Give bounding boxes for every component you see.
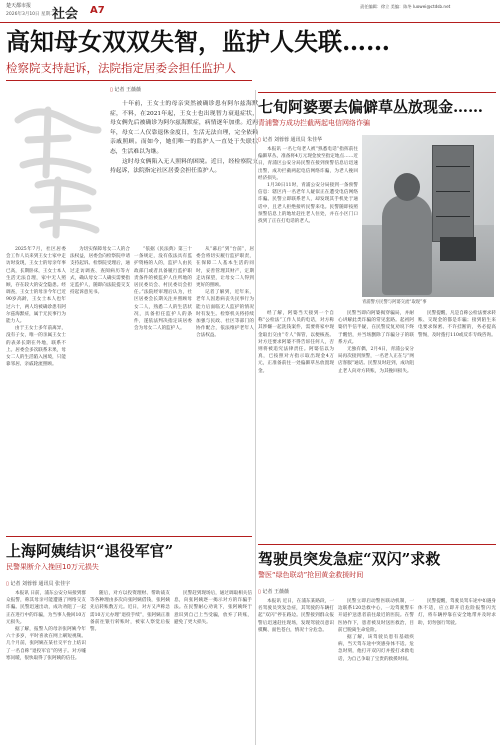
body-paragraph: 无独有偶，2月4日，青浦公安分局再次接到预警，一名老人正在与“网店客服”通话。民警及时赶到，成功阻止老人向对方转账，为其挽回损失。: [338, 347, 414, 374]
body-paragraph: 民警提醒，凡是自称公检法要求转账、交现金的都是诈骗；接到陌生来电要求保密、不许挂断的，务必提高警惕，及时拨打110或反诈专线咨询。: [418, 311, 496, 338]
column-divider: [255, 90, 256, 745]
lead-paragraph: 这时母女俩陷入无人照料的困境。近日，经检察院支持起诉，法院指定社区居委会担任监护人。: [110, 158, 258, 175]
photo-screen: [440, 237, 476, 261]
divider: [258, 92, 496, 93]
story2-photo-caption: 青浦警方民警与阿婆交流“取现”事: [362, 300, 427, 305]
calligraphy-icon: [8, 100, 108, 240]
byline-label: 记者: [262, 589, 273, 595]
body-paragraph: 1月30日11时，青浦公安分局接到一条预警信息：辖区内一名老年人疑似正在遭受电信网络诈骗。民警立即联系老人，却发现其手机处于通话中，且老人拒绝接听民警来电。民警随即按照预警信息上的地址赶往老人住处，并在小区门口找到了正在打电话的老人。: [258, 183, 358, 225]
byline-label: 记者: [262, 137, 273, 143]
story1-body-col1: [6, 246, 66, 536]
story1-body-col2: [70, 246, 130, 536]
story1-byline: [110, 86, 141, 93]
body-paragraph: 本报讯 日前，浦东公安分局接到群众报警，称其母亲可能遭遇了网络交友诈骗。民警迅速出动，成功劝阻了一起正在进行中的诈骗，为当事人挽回10万元损失。: [6, 591, 86, 625]
byline-icon: ▯: [6, 581, 9, 587]
shelf-line: [436, 166, 470, 167]
body-paragraph: 由于王女士多年前离异，没有子女，唯一的亲属王女士的表弟长期在外地，联系不上。居委会多次联系未果，母女二人的生活陷入困境，只能靠邻居、亲戚轮流照顾。: [6, 326, 66, 368]
editor-credits: 责任编辑：徐立 美编：陈冬 luowei@ctdsb.net: [360, 4, 451, 9]
story2-body-col1b: [258, 310, 334, 540]
story3-byline: [6, 580, 70, 587]
body-paragraph: 民警提醒，驾驶员驾车途中如遇身体不适，应立即开启危险报警闪光灯，将车辆停靠在安全地带并及时求助，切勿强行驾驶。: [418, 599, 496, 626]
shelf-line: [436, 216, 470, 217]
section-number: A7: [90, 5, 105, 16]
divider: [258, 544, 496, 545]
story1-lead: [110, 100, 258, 177]
divider: [6, 80, 252, 81]
byline-icon: ▯: [110, 87, 113, 93]
body-paragraph: 本报讯 近日，在浦东某路段，一名驾驶员突发急症，其驾驶的车辆打起“双闪”停在路边。民警接到群众报警后迅速赶往现场，发现驾驶员意识模糊、面色苍白，情况十分危急。: [258, 599, 334, 633]
story4-headline: 驾驶员突发急症“双闪”求救: [258, 550, 441, 568]
story3-headline: 上海阿姨结识“退役军官”: [6, 542, 174, 560]
story2-headline: 七旬阿婆要去偏僻草丛放现金……: [258, 98, 484, 116]
paper-name: 楚天都市报: [6, 3, 32, 9]
body-paragraph: 据了解，报警人的母亲张阿姨今年六十多岁，平时喜欢在网上刷短视频。几个月前，张阿姨在某社交平台上结识了一名自称“退役军官”的男子。对方嘘寒问暖，很快取得了张阿姨的信任。: [6, 627, 86, 661]
story4-body-col2: [338, 598, 414, 748]
story1-subhead: 检察院支持起诉，法院指定居委会担任监护人: [6, 61, 236, 75]
story1-headline: 高知母女双双失智，监护人失联……: [6, 27, 390, 56]
byline-author: 王薇薇: [273, 589, 289, 595]
body-paragraph: 据了解，该驾驶员患有基础疾病，当天驾车途中突感身体不适。危急时刻，他打开双闪灯并拨打求救电话，为自己争取了宝贵的救援时间。: [338, 635, 414, 662]
section-name: 社会: [52, 7, 79, 22]
byline-icon: ▯: [258, 137, 261, 143]
story2-byline: [258, 136, 322, 143]
photo-shelf: [432, 145, 474, 242]
story3-body-col2: [90, 590, 170, 748]
byline-author: 刘蓉蓉 通讯员 张佳宇: [21, 581, 71, 587]
masthead: [0, 0, 500, 23]
decorative-calligraphy: [8, 100, 108, 240]
story2-body-col2: [338, 310, 414, 540]
story3-body-col3: [174, 590, 252, 748]
byline-label: 记者: [10, 581, 21, 587]
body-paragraph: 记者了解到，近年来，老年人因患病丧失民事行为能力后面临无人监护的情况时有发生。检察机关将持续加强与民政、社区等部门的协作配合，依法维护老年人合法权益。: [196, 290, 254, 339]
story2-photo: [362, 135, 494, 297]
story2-body-col3: [418, 310, 496, 540]
byline-icon: ▯: [258, 589, 261, 595]
body-paragraph: 从“幕后”到“台前”，居委会将切实履行监护职责，在保障二人基本生活的同时，妥善管理其财产，定期走访探望，让母女二人得到更好的照顾。: [196, 247, 254, 289]
body-paragraph: 民警当即向阿婆揭穿骗局，并耐心讲解此类诈骗的常见套路。起初阿婆仍半信半疑，在民警反复劝说下终于醒悟，并当场删除了诈骗分子的联系方式。: [338, 311, 414, 345]
body-paragraph: 随后，对方以投资理财、帮助战友等各种理由多次向张阿姨借钱，张阿姨先后转账数万元。近日，对方又声称急需10万元办理“退役手续”，张阿姨正准备前往银行转账时，被家人察觉后报警。: [90, 591, 170, 633]
shelf-line: [436, 191, 470, 192]
story4-body-col1: [258, 598, 334, 748]
story3-body-col1: [6, 590, 86, 748]
byline-author: 刘蓉蓉 通讯员 朱佳华: [273, 137, 323, 143]
body-paragraph: 为切实保障母女二人的合法权益，居委会向检察院申请支持起诉。检察院受理后，通过走访调查、查阅病历等方式，确认母女二人确实需要指定监护人，随即向法院提交支持起诉意见书。: [70, 247, 130, 296]
story2-body-col1a: [258, 146, 358, 306]
byline-label: 记者: [114, 87, 125, 93]
story1-body-col4: [196, 246, 254, 536]
body-paragraph: 民警立即启动警医联动机制，一边联系120急救中心，一边驾驶警车开道护送患者前往最近的医院。在警医协作下，患者被及时送医救治，目前已脱离生命危险。: [338, 599, 414, 633]
photo-person: [382, 195, 432, 295]
byline-author: 王薇薇: [125, 87, 141, 93]
story3-subhead: 民警果断介入挽回10万元损失: [6, 563, 99, 571]
photo-person-head: [394, 173, 420, 201]
story4-subhead: 警医“绿色联动”抢回黄金救援时间: [258, 571, 364, 579]
divider: [6, 536, 252, 537]
lead-paragraph: 十年前，王女士的母亲突然被确诊患有阿尔兹海默症，不料，在2021年起，王女士也出现智力衰退症状，母女俩先后被确诊为阿尔兹海默症，病情逐年加重。近两年，母女二人仅靠退休金度日，生活无法自理，完全依赖亲戚照顾。而如今，她们唯一的监护人一直处于失联状态，生活难以为继。: [110, 101, 258, 155]
body-paragraph: 民警赶到现场后，通过调取相关信息，向张阿姨逐一揭示对方的诈骗手法。在民警耐心劝说下，张阿姨终于意识到自己上当受骗，放弃了转账，避免了更大损失。: [174, 591, 252, 625]
body-paragraph: 经了解，阿婆当天接到一个自称“公检法”工作人员的电话，对方称其涉嫌一起洗钱案件，需要将家中现金取出交由“专人”保管，以便核查。对方还要求阿婆不得告诉任何人，否则将被追究法律责任。阿婆信以为真，已按照对方指示取出现金4万元，正准备前往一处偏僻草丛放置现金。: [258, 311, 334, 374]
story4-byline: [258, 588, 289, 595]
story1-body-col3: [134, 246, 192, 536]
body-paragraph: “依据《民法典》第三十一条规定，没有依法具有监护资格的人的，监护人由民政部门或者具备履行监护职责条件的被监护人住所地的居民委员会、村民委员会担任。”法院经审理后认为，社区居委会长期关注并照顾母女二人，熟悉二人的生活状况，具备担任监护人的条件，遂依法判决指定该居委会为母女二人的监护人。: [134, 247, 192, 332]
body-paragraph: 本报讯 一名七旬老人被“熟悉电话”指挥前往偏僻草丛，准备将4万元现金放至指定地点……近日，青浦区公安分局民警在接到预警信息后迅速出警，成功拦截两起电信网络诈骗，为老人挽回经济损失。: [258, 147, 358, 181]
story4-body-col3: [418, 598, 496, 748]
issue-date: 2026年3月10日 星期二: [6, 12, 55, 17]
body-paragraph: 2025年7月，社区居委会工作人员来到王女士家中走访时发现，王女士的母亲年事已高，长期卧床，王女士本人生活无法自理，家中无人照顾，存在较大的安全隐患。经调查，王女士的母亲今年已近90岁高龄，王女士本人也年过六十，两人均被确诊患有阿尔兹海默症，属于无民事行为能力人。: [6, 247, 66, 325]
story2-subhead: 青浦警方成功拦截两起电信网络诈骗: [258, 119, 370, 127]
